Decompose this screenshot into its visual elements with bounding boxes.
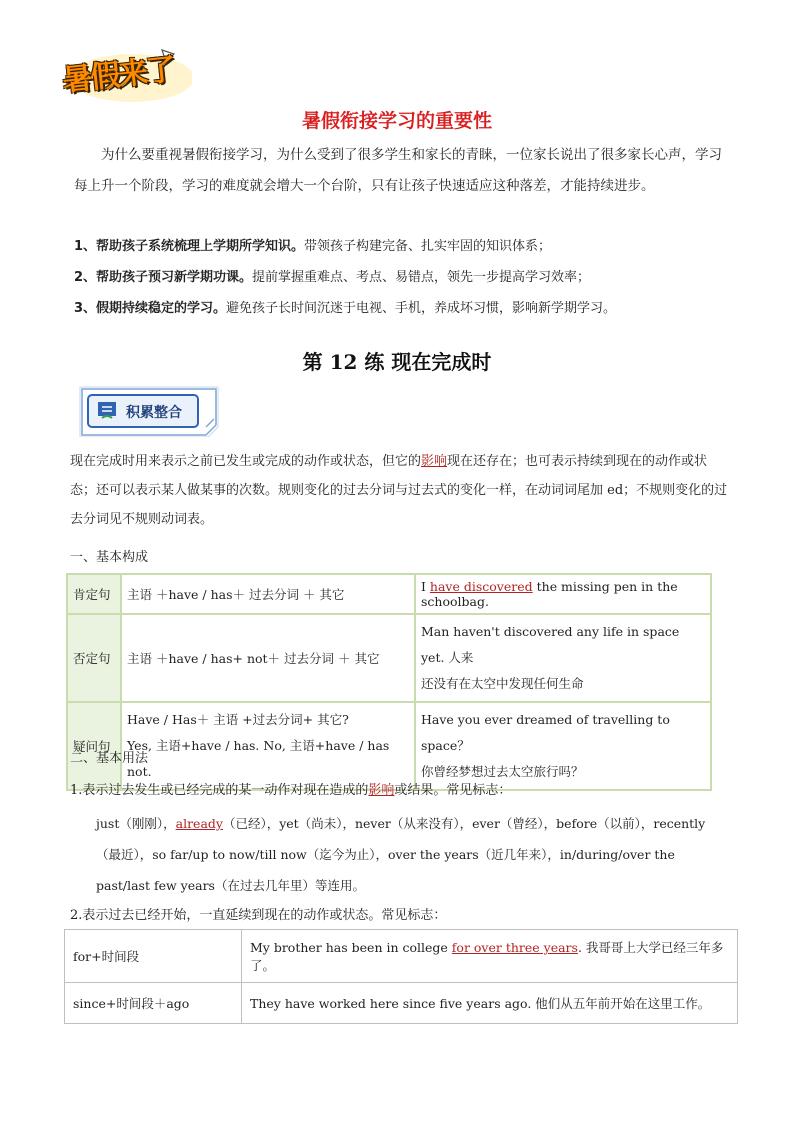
duration-table xyxy=(64,929,738,1024)
row-label: 否定句 xyxy=(67,614,121,702)
row-example xyxy=(415,614,711,702)
logo xyxy=(62,44,192,106)
formula-line-2: Yes, 主语+have / has. No, 主语+have / has not. xyxy=(127,738,390,779)
table-row xyxy=(67,574,711,614)
example-line-2: 你曾经梦想过去太空旅行吗？ xyxy=(421,764,584,779)
row-label: 疑问句 xyxy=(67,702,121,790)
row-label: for+时间段 xyxy=(65,930,242,983)
table-row xyxy=(65,930,738,983)
point-1 xyxy=(74,237,551,257)
row-label: 肯定句 xyxy=(67,574,121,614)
usage-1-part1: 1.表示过去发生或已经完成的某一动作对现在造成的 xyxy=(70,783,369,798)
example-line-1: Man haven't discovered any life in space yet. 人来 xyxy=(421,624,680,665)
table-row xyxy=(67,614,711,702)
lesson-title: 第 12 练 现在完成时 xyxy=(302,350,492,374)
point-2-bold: 2、帮助孩子预习新学期功课。 xyxy=(74,270,253,285)
row-label: since+时间段＋ago xyxy=(65,983,242,1024)
definition-part1: 现在完成时用来表示之前已发生或完成的动作或状态，但它的 xyxy=(70,454,422,469)
point-1-bold: 1、帮助孩子系统梳理上学期所学知识。 xyxy=(74,239,305,254)
definition-paragraph xyxy=(70,447,730,534)
example-line-1: Have you ever dreamed of travelling to space？ xyxy=(421,712,670,753)
usage-2-title: 2.表示过去已经开始，一直延续到现在的动作或状态。常见标志： xyxy=(70,908,447,923)
example-pre: I xyxy=(421,579,430,594)
formula-line-1: Have / Has＋ 主语 +过去分词+ 其它? xyxy=(127,712,349,727)
definition-highlight: 影响 xyxy=(421,454,448,469)
section-badge xyxy=(78,385,220,437)
example-post: . 我哥哥上大学已经三年多了。 xyxy=(250,940,724,973)
badge-label: 积累整合 xyxy=(126,405,182,421)
usage-1-highlight: 影响 xyxy=(368,783,395,798)
table-row xyxy=(65,983,738,1024)
point-1-text: 带领孩子构建完备、扎实牢固的知识体系； xyxy=(304,239,552,254)
page-title: 暑假衔接学习的重要性 xyxy=(301,110,492,132)
definition-part2: 现在还存在；也可表示持续到现在的动作或状态；还可以表示某人做某事的次数。规则变化的过去分词与过去式的变化一样，在动词词尾加 ed；不规则变化的过去分词见不规则动词表。 xyxy=(70,454,728,527)
markers-pre: just（刚刚）， xyxy=(96,816,176,831)
book-icon xyxy=(96,400,118,422)
section-2-title: 二、基本用法 xyxy=(70,751,149,766)
example-line-2: 还没有在太空中发现任何生命 xyxy=(421,676,584,691)
point-3 xyxy=(74,299,616,319)
example-post: the missing pen in the schoolbag. xyxy=(421,579,678,609)
logo-text: 暑假来了 xyxy=(60,52,176,99)
row-example xyxy=(415,574,711,614)
usage-1-part2: 或结果。常见标志： xyxy=(394,783,512,798)
point-2 xyxy=(74,268,590,288)
row-formula: 主语 ＋have / has＋ 过去分词 ＋ 其它 xyxy=(121,574,415,614)
row-formula: 主语 ＋have / has+ not＋ 过去分词 ＋ 其它 xyxy=(121,614,415,702)
markers-post: （已经），yet（尚未），never（从来没有），ever（曾经），before（以前），recently（最近），so far/up to now/till now（迄今为止），over the years（近几年来），in/during/over the past/last few years（在过去几年里）等连用。 xyxy=(96,816,706,893)
markers-paragraph xyxy=(96,808,722,901)
intro-paragraph: 为什么要重视暑假衔接学习，为什么受到了很多学生和家长的青睐，一位家长说出了很多家长心声，学习每上升一个阶段，学习的难度就会增大一个台阶，只有让孩子快速适应这种落差，才能持续进步。 xyxy=(74,147,722,194)
example-highlight: for over three years xyxy=(451,940,578,955)
example-highlight: have discovered xyxy=(429,579,533,594)
section-1-title: 一、基本构成 xyxy=(70,550,149,565)
markers-highlight: already xyxy=(175,816,223,831)
row-example: They have worked here since five years ago. 他们从五年前开始在这里工作。 xyxy=(242,983,738,1024)
example-pre: My brother has been in college xyxy=(250,940,452,955)
point-3-text: 避免孩子长时间沉迷于电视、手机，养成坏习惯，影响新学期学习。 xyxy=(226,301,617,316)
point-3-bold: 3、假期持续稳定的学习。 xyxy=(74,301,227,316)
point-2-text: 提前掌握重难点、考点、易错点，领先一步提高学习效率； xyxy=(252,270,591,285)
usage-1 xyxy=(70,776,730,805)
row-example xyxy=(242,930,738,983)
